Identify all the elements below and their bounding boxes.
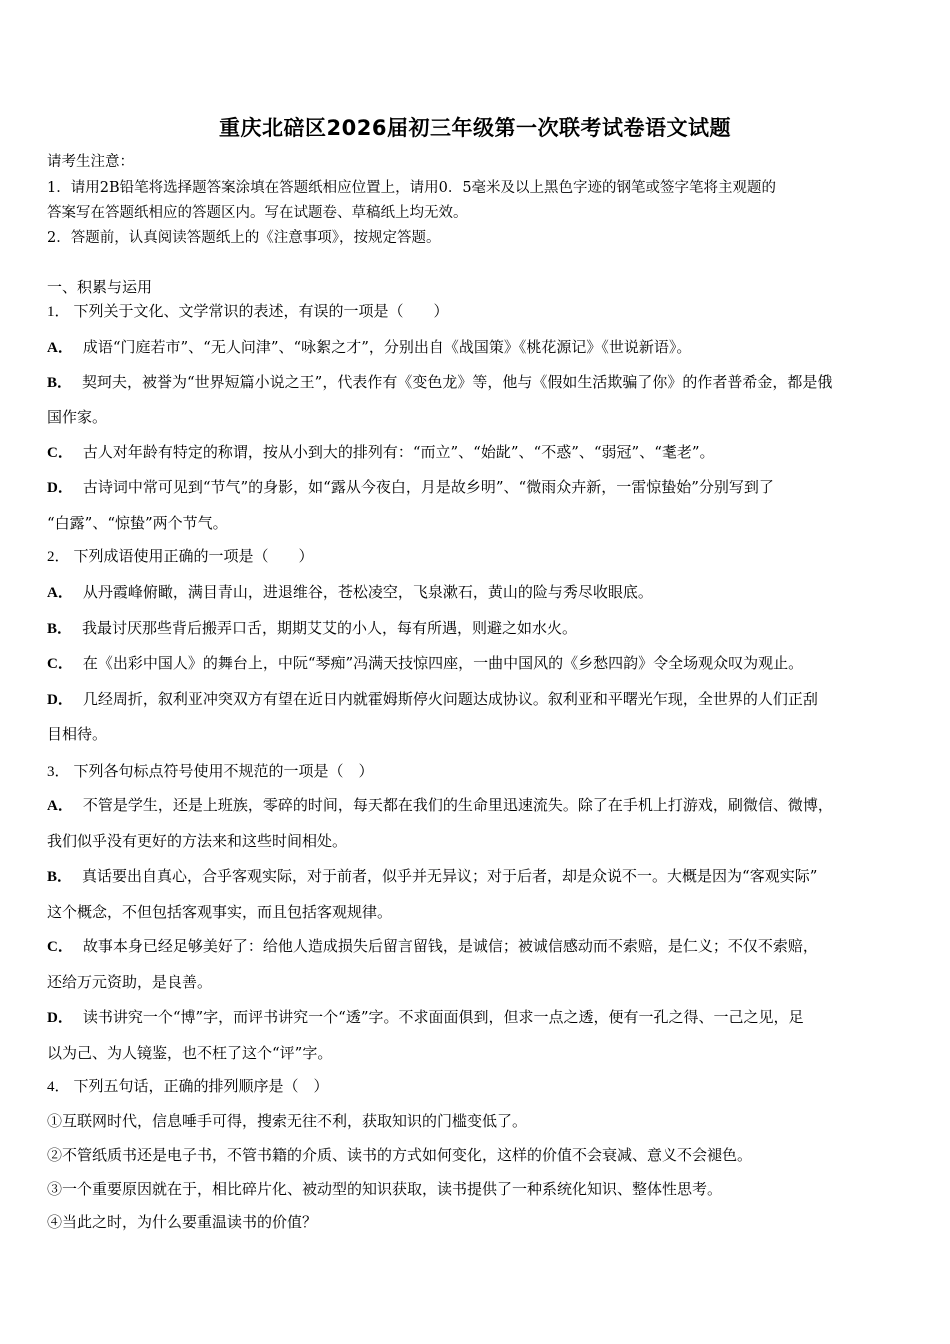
q3-option-c bbox=[47, 936, 818, 957]
q3-option-b bbox=[47, 866, 817, 887]
option-label: C． bbox=[47, 656, 73, 672]
option-text: 从丹霞峰俯瞰，满目青山，进退维谷，苍松凌空，飞泉漱石，黄山的险与秀尽收眼底。 bbox=[82, 583, 653, 601]
q2-option-a bbox=[47, 582, 653, 603]
option-text: 几经周折，叙利亚冲突双方有望在近日内就霍姆斯停火问题达成协议。叙利亚和平曙光乍现，全世界的人们正刮 bbox=[82, 690, 818, 708]
notice-line-1: 1．请用2B铅笔将选择题答案涂填在答题纸相应位置上，请用0．5毫米及以上黑色字迹的钢笔或签字笔将主观题的 bbox=[47, 180, 777, 196]
option-label: B． bbox=[47, 375, 73, 391]
option-label: B． bbox=[47, 621, 73, 637]
option-label: C． bbox=[47, 445, 73, 461]
page-title: 重庆北碚区2026届初三年级第一次联考试卷语文试题 bbox=[219, 116, 731, 140]
q4-sentence-2: ②不管纸质书还是电子书，不管书籍的介质、读书的方式如何变化，这样的价值不会衰减、意义不会褪色。 bbox=[47, 1146, 753, 1164]
q2-option-b bbox=[47, 618, 577, 639]
option-text: 在《出彩中国人》的舞台上，中阮“琴痴”冯满天技惊四座，一曲中国风的《乡愁四韵》令全场观众叹为观止。 bbox=[82, 654, 804, 672]
option-text: 故事本身已经足够美好了：给他人造成损失后留言留钱，是诚信；被诚信感动而不索赔，是仁义；不仅不索赔， bbox=[82, 937, 818, 955]
option-label: D． bbox=[47, 692, 73, 708]
notice-heading: 请考生注意： bbox=[47, 154, 134, 170]
option-text: 我最讨厌那些背后搬弄口舌，期期艾艾的小人，每有所遇，则避之如水火。 bbox=[82, 619, 578, 637]
option-label: D． bbox=[47, 480, 73, 496]
option-text: 不管是学生，还是上班族，零碎的时间，每天都在我们的生命里迅速流失。除了在手机上打游戏，刷微信、微博， bbox=[82, 796, 833, 814]
q3-option-d bbox=[47, 1007, 804, 1028]
question-text: 下列成语使用正确的一项是（ ） bbox=[73, 547, 314, 565]
question-text: 下列关于文化、文学常识的表述，有误的一项是（ ） bbox=[73, 302, 449, 320]
question-text: 下列五句话，正确的排列顺序是（ ） bbox=[73, 1077, 329, 1095]
notice-line-2: 答案写在答题纸相应的答题区内。写在试题卷、草稿纸上均无效。 bbox=[47, 205, 468, 221]
question-text: 下列各句标点符号使用不规范的一项是（ ） bbox=[73, 762, 374, 780]
q1-option-d-cont: “白露”、“惊蛰”两个节气。 bbox=[47, 514, 228, 532]
option-label: A． bbox=[47, 798, 73, 814]
q3-option-b-cont: 这个概念，不但包括客观事实，而且包括客观规律。 bbox=[47, 903, 393, 921]
q1-option-d bbox=[47, 477, 774, 498]
q1-option-c bbox=[47, 442, 715, 463]
q2-option-c bbox=[47, 653, 803, 674]
question-2-stem bbox=[47, 546, 314, 567]
option-label: B． bbox=[47, 869, 73, 885]
q1-option-a bbox=[47, 337, 691, 358]
option-label: A． bbox=[47, 340, 73, 356]
q3-option-d-cont: 以为己、为人镜鉴，也不枉了这个“评”字。 bbox=[47, 1044, 333, 1062]
notice-line-3: 2．答题前，认真阅读答题纸上的《注意事项》，按规定答题。 bbox=[47, 230, 441, 246]
question-number: 3． bbox=[47, 764, 70, 780]
option-text: 成语“门庭若市”、“无人问津”、“咏絮之才”，分别出自《战国策》《桃花源记》《世说新语》。 bbox=[82, 338, 692, 356]
question-4-stem bbox=[47, 1076, 329, 1097]
q4-sentence-1: ①互联网时代，信息唾手可得，搜索无往不利，获取知识的门槛变低了。 bbox=[47, 1112, 528, 1130]
question-1-stem bbox=[47, 301, 449, 322]
option-text: 古人对年龄有特定的称谓，按从小到大的排列有：“而立”、“始龀”、“不惑”、“弱冠”、“耄老”。 bbox=[82, 443, 715, 461]
option-label: A． bbox=[47, 585, 73, 601]
option-label: D． bbox=[47, 1010, 73, 1026]
q3-option-a-cont: 我们似乎没有更好的方法来和这些时间相处。 bbox=[47, 832, 348, 850]
option-text: 读书讲究一个“博”字，而评书讲究一个“透”字。不求面面俱到，但求一点之透，便有一孔之得、一己之见，足 bbox=[82, 1008, 804, 1026]
question-number: 2． bbox=[47, 549, 70, 565]
q4-sentence-4: ④当此之时，为什么要重温读书的价值？ bbox=[47, 1213, 318, 1231]
q1-option-b bbox=[47, 372, 832, 393]
q3-option-a bbox=[47, 795, 833, 816]
question-3-stem bbox=[47, 761, 374, 782]
q2-option-d-cont: 目相待。 bbox=[47, 725, 108, 743]
option-text: 真话要出自真心，合乎客观实际，对于前者，似乎并无异议；对于后者，却是众说不一。大概是因为“客观实际” bbox=[82, 867, 818, 885]
q2-option-d bbox=[47, 689, 818, 710]
q3-option-c-cont: 还给万元资助，是良善。 bbox=[47, 973, 213, 991]
q1-option-b-cont: 国作家。 bbox=[47, 408, 108, 426]
q4-sentence-3: ③一个重要原因就在于，相比碎片化、被动型的知识获取，读书提供了一种系统化知识、整体性思考。 bbox=[47, 1180, 723, 1198]
section-heading: 一、积累与运用 bbox=[47, 278, 153, 296]
option-text: 古诗词中常可见到“节气”的身影，如“露从今夜白，月是故乡明”、“微雨众卉新，一雷惊蛰始”分别写到了 bbox=[82, 478, 774, 496]
question-number: 1． bbox=[47, 304, 70, 320]
option-label: C． bbox=[47, 939, 73, 955]
option-text: 契珂夫，被誉为“世界短篇小说之王”，代表作有《变色龙》等，他与《假如生活欺骗了你》的作者普希金，都是俄 bbox=[82, 373, 833, 391]
question-number: 4． bbox=[47, 1079, 70, 1095]
